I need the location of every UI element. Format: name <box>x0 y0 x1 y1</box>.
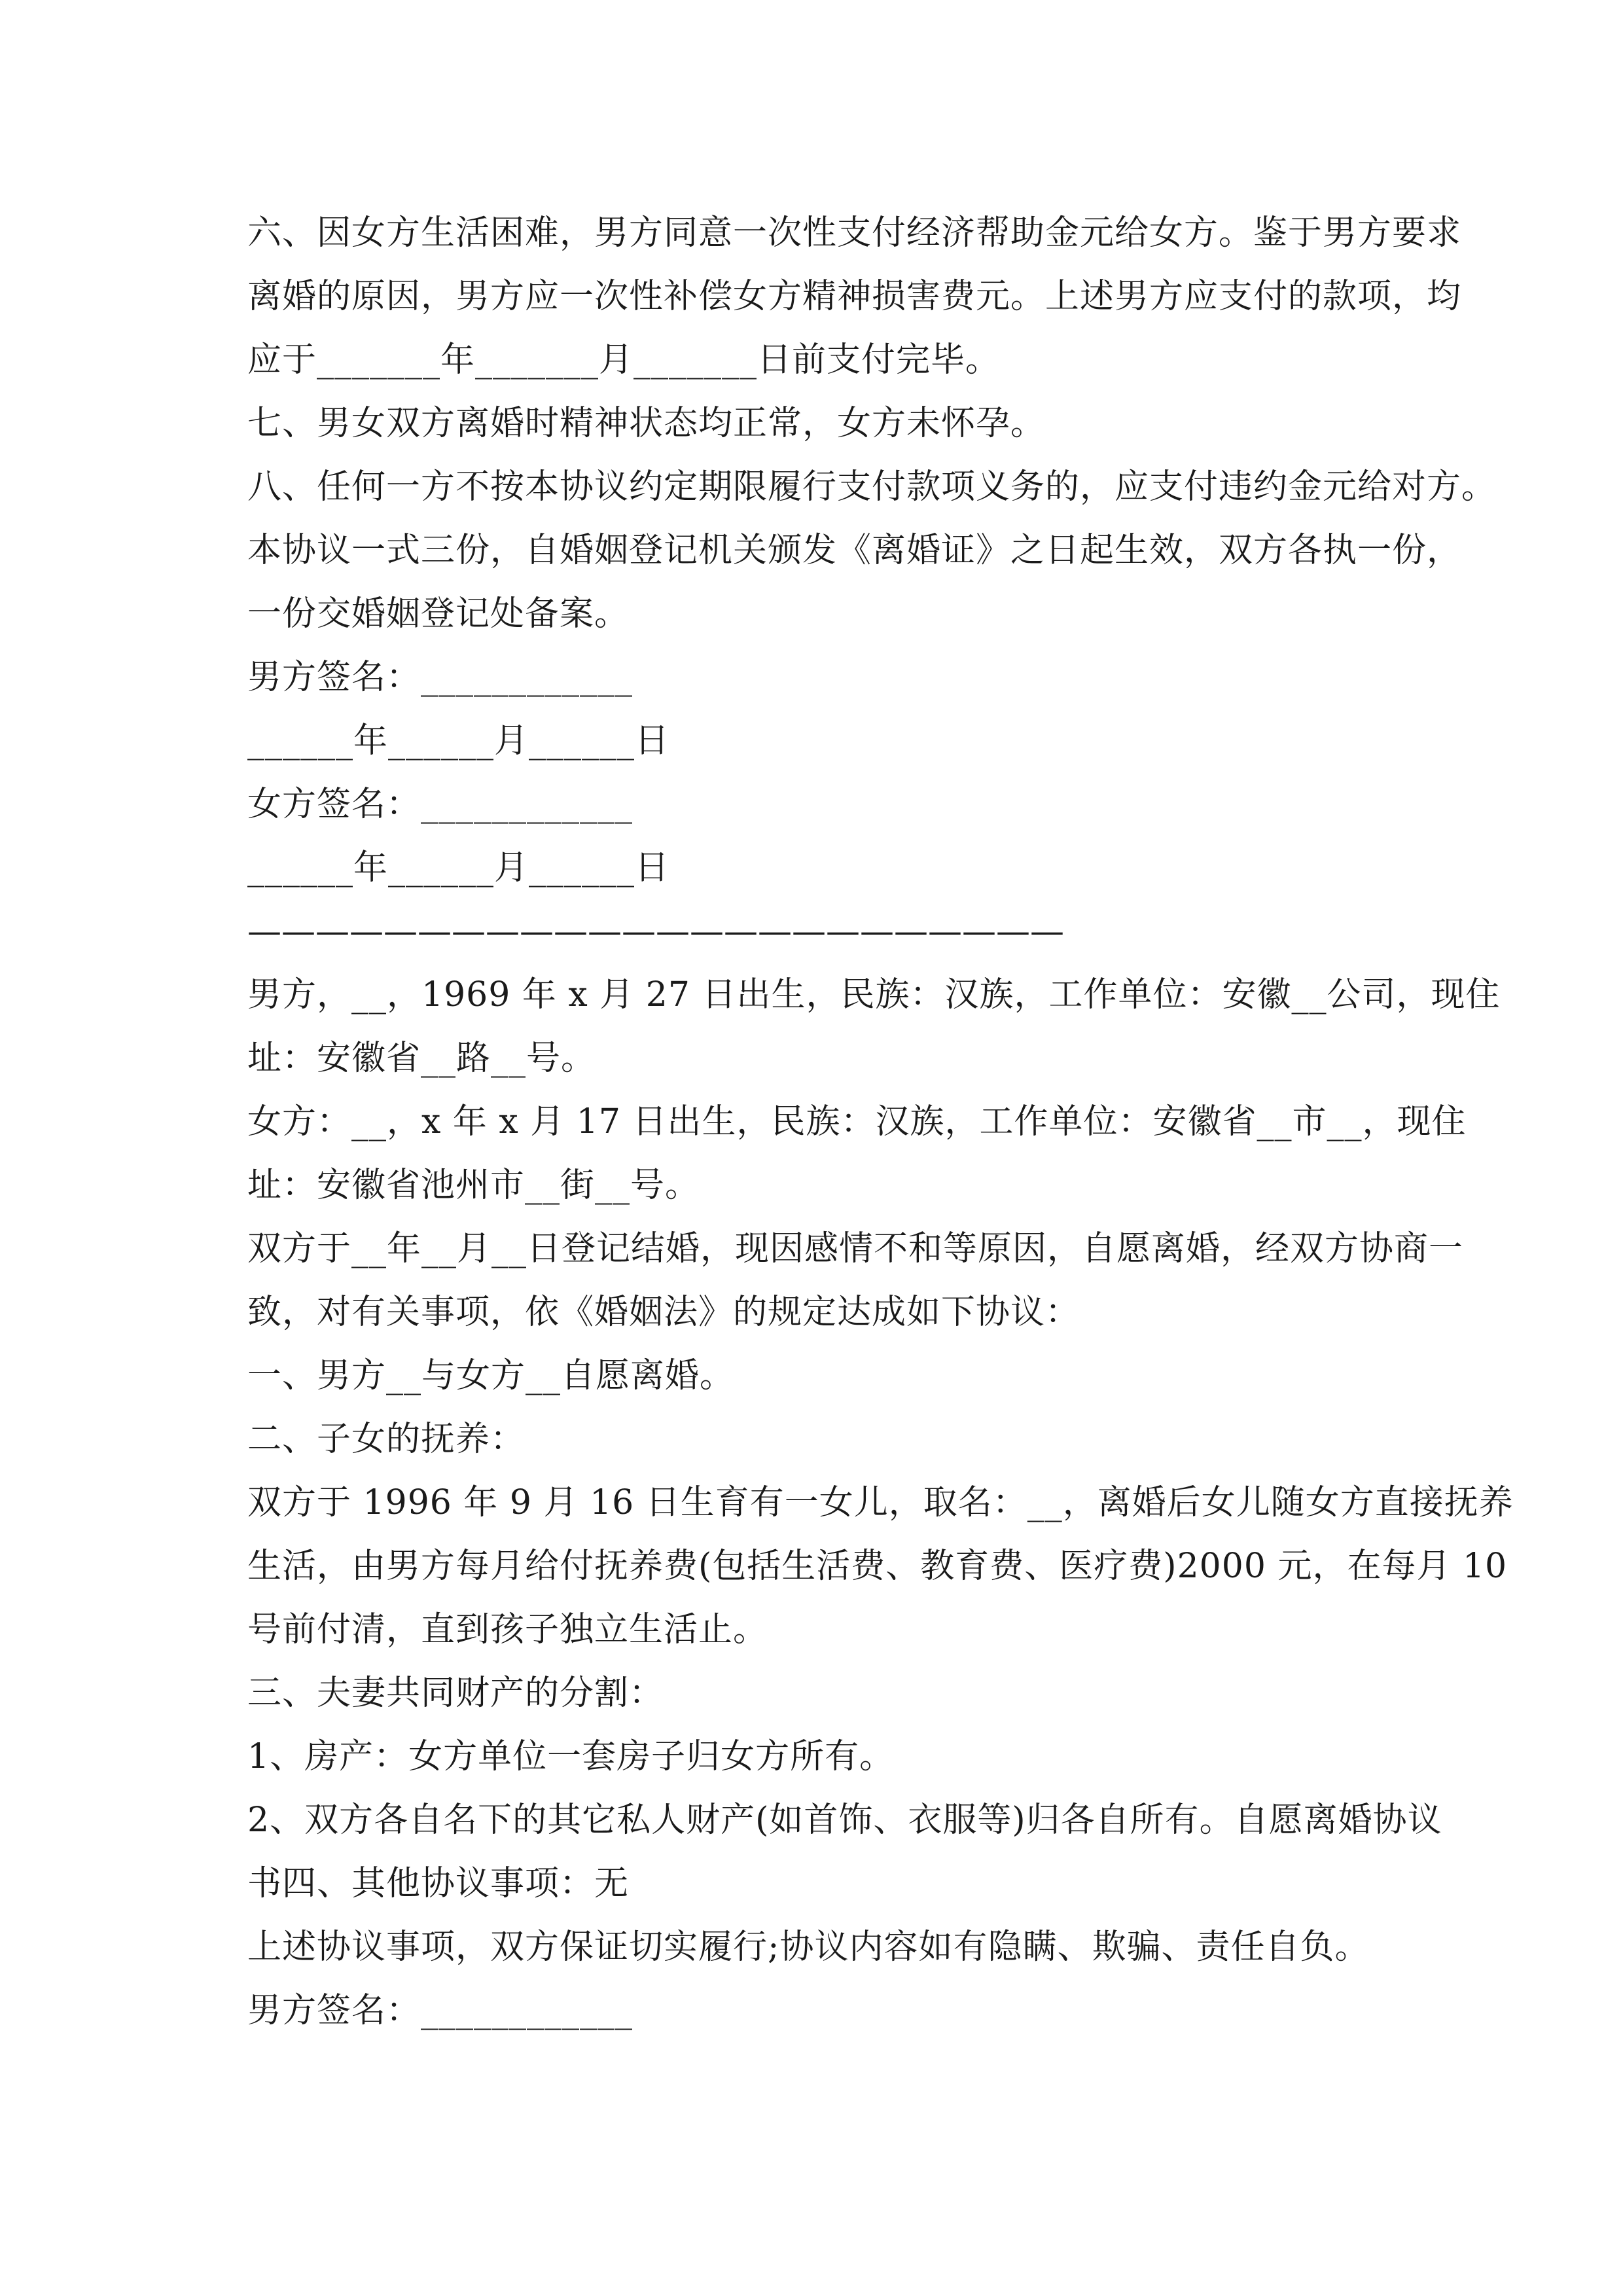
document-body <box>247 202 1514 2043</box>
text-line: 六、因女方生活困难，男方同意一次性支付经济帮助金元给女方。鉴于男方要求 <box>247 213 1462 253</box>
text-line: 应于_______年_______月_______日前支付完毕。 <box>247 340 1001 380</box>
text-line: 致，对有关事项，依《婚姻法》的规定达成如下协议： <box>247 1293 1080 1332</box>
text-line: 三、夫妻共同财产的分割： <box>247 1674 664 1713</box>
text-line: 八、任何一方不按本协议约定期限履行支付款项义务的，应支付违约金元给对方。 <box>247 467 1497 507</box>
text-line: 一份交婚姻登记处备案。 <box>247 594 630 634</box>
date-line: ______年______月______日 <box>247 721 670 761</box>
text-line: 双方于__年__月__日登记结婚，现因感情不和等原因，自愿离婚，经双方协商一 <box>247 1229 1464 1268</box>
text-line: 男方，__，1969 年 x 月 27 日出生，民族：汉族，工作单位：安徽__公司，现住 <box>247 975 1501 1014</box>
separator-rule: ———————————————————————— <box>247 912 1064 951</box>
text-line: 书四、其他协议事项：无 <box>247 1864 630 1903</box>
text-line: 双方于 1996 年 9 月 16 日生育有一女儿，取名：__，离婚后女儿随女方直接抚养 <box>247 1483 1514 1522</box>
text-line: 本协议一式三份，自婚姻登记机关颁发《离婚证》之日起生效，双方各执一份， <box>247 531 1462 570</box>
male-signature-line: 男方签名：____________ <box>247 1991 633 2030</box>
text-line: 2、双方各自名下的其它私人财产(如首饰、衣服等)归各自所有。自愿离婚协议 <box>247 1801 1442 1840</box>
text-line: 1、房产：女方单位一套房子归女方所有。 <box>247 1737 895 1776</box>
text-line: 生活，由男方每月给付抚养费(包括生活费、教育费、医疗费)2000 元，在每月 10 <box>247 1547 1508 1586</box>
text-line: 女方：__，x 年 x 月 17 日出生，民族：汉族，工作单位：安徽省__市__，现住 <box>247 1102 1467 1141</box>
text-line: 二、子女的抚养： <box>247 1420 526 1459</box>
text-line: 址：安徽省池州市__街__号。 <box>247 1166 700 1205</box>
date-line: ______年______月______日 <box>247 848 670 888</box>
text-line: 七、男女双方离婚时精神状态均正常，女方未怀孕。 <box>247 404 1046 443</box>
male-signature-line: 男方签名：____________ <box>247 658 633 697</box>
text-line: 号前付清，直到孩子独立生活止。 <box>247 1610 768 1649</box>
text-line: 上述协议事项，双方保证切实履行;协议内容如有隐瞒、欺骗、责任自负。 <box>247 1928 1370 1967</box>
text-line: 一、男方__与女方__自愿离婚。 <box>247 1356 735 1395</box>
text-line: 址：安徽省__路__号。 <box>247 1039 596 1078</box>
female-signature-line: 女方签名：____________ <box>247 785 633 824</box>
text-line: 离婚的原因，男方应一次性补偿女方精神损害费元。上述男方应支付的款项，均 <box>247 277 1462 316</box>
